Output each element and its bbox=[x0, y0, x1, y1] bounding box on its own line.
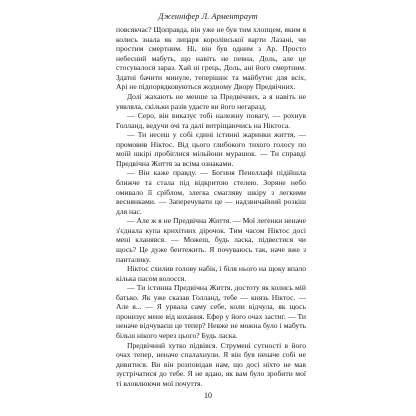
paragraph-1: повсякчас? Щоправда, він уже не був тим хлопцем, яким я колись знала як лицаря королівської варти Лазані, чи простим смертним. Ні, він був одним з Ар. Просто небесний мабуть, що навіть не певна, Доль, але це стосувалося зараз. Хай ні грець, Доль, ані його смертним. Здатні бачити минуле, теперішнє та майбутнє для всіх, Арі не підпорядковуються жодному Двору Предвічних. bbox=[116, 25, 306, 92]
paragraph-9: Предвічний хутко підвівся. Струмені сутності в його очах тепер, неначе спалахнули. Я він був неначе собі не дивитися. Ви він розповідав нам, що досі ніхто не мав зустрічатися до тебе. Я не вдаю, як вам було зробити мої ті вловлюючи мої почуття. bbox=[116, 340, 306, 388]
body-text bbox=[116, 25, 306, 388]
paragraph-8: — Ти істинна Предвічна Життя, достоту як колись мій батько. Як уже сказав Голланд, тебе — князь Ніктос. — Але я... — Я урвала саму себе, коли відчула, як щось пронизує мене від кохання. Ефер у його очах застиг. — Ти неначе відчуваєш це тепер? Невже не можна було і мабуть більш нікого через цього? Будь ласка. bbox=[116, 283, 306, 340]
paragraph-5: — Він каже правду. — Богиня Пенеллафі підійшла ближче та стала під відкритою стелею. Зоряне небо омивало її сріблом, злегка смагляву шкіру з легкими веснянками. — Заперечувати це — надзвичайний розкіш для нас. bbox=[116, 168, 306, 216]
paragraph-2: Долі жахають не менше за Предвічних, а я навіть не уявляла, скільки разів удаєте ви його негаразд. bbox=[116, 91, 306, 111]
paragraph-7: Ніктос схилив голову набік, і біля нього на щоку впало кілька пасом волосся. bbox=[116, 264, 306, 283]
paragraph-6: — Але ж я не Предвічна Життя. — Мої легенки неначе з'єднала купа крихітних дірочок. Тим часом Ніктос досі мені кланявся. — Можеш, будь ласка, підвестися чи щось? Це дуже бентежить. Я почуваюсь так, наче вже з панталику. bbox=[116, 216, 306, 264]
page-number: 10 bbox=[204, 391, 212, 400]
running-header: Дженніфер Л. Арментраут bbox=[158, 12, 258, 21]
paragraph-3: — Серо, він виказує тобі належну повагу, — рохнув Голланд, ведучи очі та далі витріщаючись на Ніктоса. bbox=[116, 111, 306, 130]
paragraph-4: — Ти несеш у собі єдині істинні жаринки життя, — промовив Ніктос. Від цього глибокого тихого голосу по моїй шкірі пробіглися мільйони мурашок. — Ти справді Предвічна Життя за всіма ознаками. bbox=[116, 130, 306, 168]
